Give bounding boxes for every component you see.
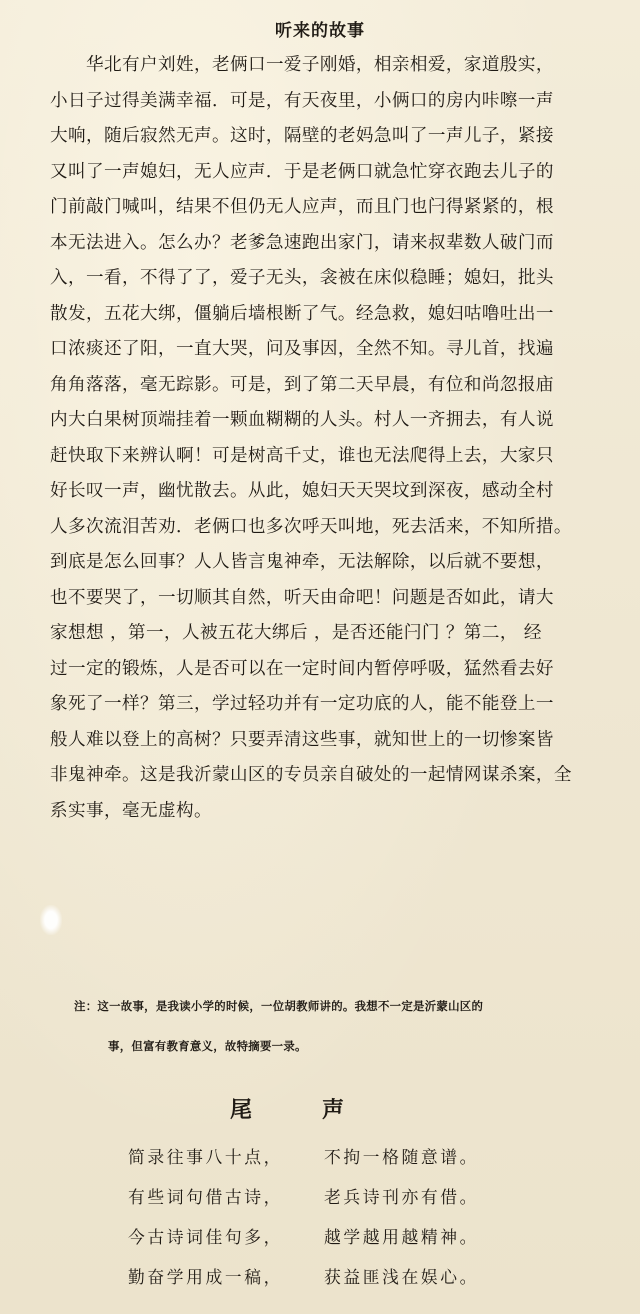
poem-row xyxy=(0,1264,640,1298)
story-line: 人多次流泪苦劝．老俩口也多次呼天叫地，死去活来，不知所措。 xyxy=(50,516,572,537)
footnote-line: 注：这一故事，是我读小学的时候，一位胡教师讲的。我想不一定是沂蒙山区的 xyxy=(74,999,484,1013)
story-line: 家想想 ，第一，人被五花大绑后 ，是否还能闩门 ？第二， 经 xyxy=(50,623,542,643)
poem-line-left: 有些词句借古诗， xyxy=(128,1187,284,1207)
poem-line-right: 老兵诗刊亦有借。 xyxy=(324,1187,480,1207)
story-line: 内大白果树顶端挂着一颗血糊糊的人头。村人一齐拥去，有人说 xyxy=(50,410,554,430)
story-title: 听来的故事 xyxy=(275,21,365,41)
story-line: 门前敲门喊叫，结果不但仍无人应声，而且门也闩得紧紧的，根 xyxy=(50,197,554,217)
story-line: 到底是怎么回事？人人皆言鬼神牵，无法解除，以后就不要想， xyxy=(50,552,554,572)
story-line: 系实事，毫无虚构。 xyxy=(50,800,212,821)
poem-line-left: 勤奋学用成一稿， xyxy=(128,1267,284,1287)
story-line: 入，一看，不得了了，爱子无头，衾被在床似稳睡；媳妇，批头 xyxy=(50,268,554,288)
poem-row xyxy=(0,1184,640,1218)
correction-fluid-mark xyxy=(40,905,62,935)
story-line: 过一定的锻炼，人是否可以在一定时间内暂停呼吸，猛然看去好 xyxy=(50,658,554,679)
poem-row xyxy=(0,1224,640,1258)
poem-line-right: 不拘一格随意谱。 xyxy=(324,1147,480,1167)
story-line: 华北有户刘姓，老俩口一爱子刚婚，相亲相爱，家道殷实， xyxy=(86,55,554,75)
footnote xyxy=(74,986,604,1066)
story-line: 象死了一样？第三，学过轻功并有一定功底的人，能不能登上一 xyxy=(50,694,554,714)
footnote-line: 事，但富有教育意义，故特摘要一录。 xyxy=(108,1039,307,1053)
story-line: 角角落落，毫无踪影。可是，到了第二天早晨，有位和尚忽报庙 xyxy=(50,374,554,395)
poem-line-right: 获益匪浅在娱心。 xyxy=(324,1267,480,1287)
poem-title-right: 声 xyxy=(322,1097,347,1123)
story-line: 散发，五花大绑，僵躺后墙根断了气。经急救，媳妇咕噜吐出一 xyxy=(50,303,554,324)
story-line: 也不要哭了，一切顺其自然，听天由命吧！问题是否如此，请大 xyxy=(50,587,554,608)
story-line: 非鬼神牵。这是我沂蒙山区的专员亲自破处的一起情网谋杀案，全 xyxy=(50,765,572,785)
story-line: 小日子过得美满幸福．可是，有天夜里，小俩口的房内咔嚓一声 xyxy=(50,90,554,111)
story-line: 口浓痰还了阳，一直大哭，问及事因，全然不知。寻儿首，找遍 xyxy=(50,339,554,359)
story-line: 本无法进入。怎么办？老爹急速跑出家门，请来叔辈数人破门而 xyxy=(50,232,554,253)
poem-title-left: 尾 xyxy=(230,1097,255,1123)
story-body xyxy=(50,48,602,829)
poem-line-left: 简录往事八十点， xyxy=(128,1147,284,1167)
story-line: 好长叹一声，幽忧散去。从此，媳妇天天哭坟到深夜，感动全村 xyxy=(50,481,554,501)
poem-line-right: 越学越用越精神。 xyxy=(324,1227,480,1247)
story-line: 般人难以登上的高树？只要弄清这些事，就知世上的一切惨案皆 xyxy=(50,729,554,750)
poem-line-left: 今古诗词佳句多， xyxy=(128,1227,284,1247)
story-line: 又叫了一声媳妇，无人应声．于是老俩口就急忙穿衣跑去儿子的 xyxy=(50,161,554,182)
story-line: 赶快取下来辨认啊！可是树高千丈，谁也无法爬得上去，大家只 xyxy=(50,445,554,466)
story-line: 大响，随后寂然无声。这时，隔壁的老妈急叫了一声儿子，紧接 xyxy=(50,126,554,146)
poem-row xyxy=(0,1144,640,1178)
